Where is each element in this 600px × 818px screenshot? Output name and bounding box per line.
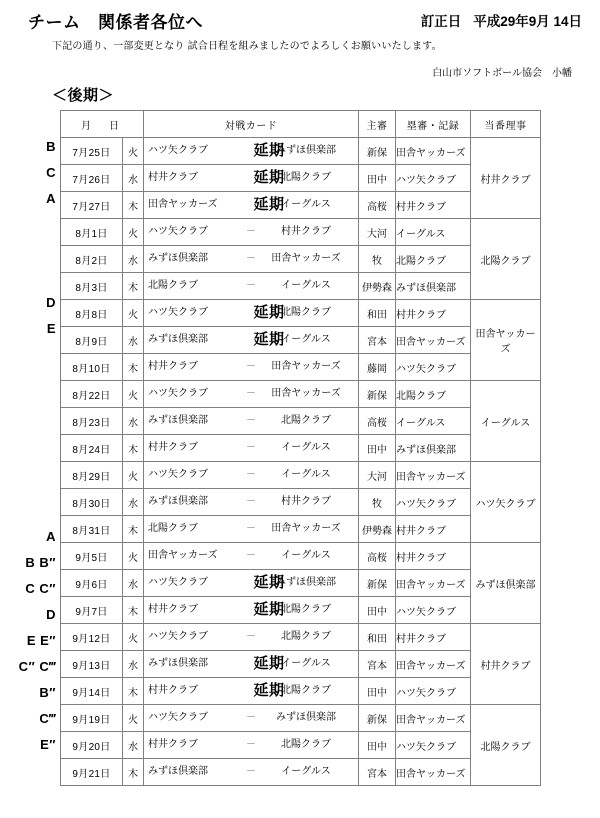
cell-matchup: [144, 651, 359, 678]
cell-chief-umpire: 新保: [359, 705, 396, 732]
cell-day-of-week: 火: [123, 381, 144, 408]
cell-matchup: [144, 489, 359, 516]
cell-chief-umpire: 牧: [359, 246, 396, 273]
postponed-badge: 延期: [253, 304, 285, 321]
cell-matchup: [144, 300, 359, 327]
cell-chief-umpire: 藤岡: [359, 354, 396, 381]
postponed-badge: 延期: [253, 601, 285, 618]
cell-base-umpire: 田舎ヤッカーズ: [396, 570, 471, 597]
table-row: [61, 651, 541, 678]
home-team: 北陽クラブ: [148, 280, 198, 291]
versus-separator: －: [246, 550, 256, 561]
cell-base-umpire: みずほ倶楽部: [396, 273, 471, 300]
table-row: [61, 435, 541, 462]
table-header: [61, 111, 541, 138]
postponed-badge: 延期: [253, 331, 285, 348]
table-row: [61, 381, 541, 408]
cell-day-of-week: 水: [123, 651, 144, 678]
cell-matchup: [144, 354, 359, 381]
cell-date: 9月13日: [61, 651, 123, 678]
table-row: [61, 516, 541, 543]
cell-matchup: [144, 597, 359, 624]
cell-day-of-week: 木: [123, 678, 144, 705]
column-header-shushin: 主審: [359, 111, 396, 138]
cell-matchup: [144, 462, 359, 489]
table-row: [61, 138, 541, 165]
cell-base-umpire: イーグルス: [396, 408, 471, 435]
cell-chief-umpire: 宮本: [359, 327, 396, 354]
revision-date: 平成29年9月 14日: [473, 14, 582, 29]
home-team: 村井クラブ: [148, 361, 198, 372]
home-team: 村井クラブ: [148, 442, 198, 453]
away-team: 田舎ヤッカーズ: [271, 253, 341, 264]
cell-date: 9月21日: [61, 759, 123, 786]
cell-day-of-week: 木: [123, 192, 144, 219]
cell-day-of-week: 火: [123, 705, 144, 732]
table-row: [61, 543, 541, 570]
cell-base-umpire: ハツ矢クラブ: [396, 354, 471, 381]
table-row: [61, 300, 541, 327]
round-label: C: [46, 165, 56, 180]
cell-base-umpire: ハツ矢クラブ: [396, 732, 471, 759]
cell-day-of-week: 水: [123, 489, 144, 516]
round-label: D: [46, 295, 56, 310]
versus-separator: －: [246, 739, 256, 750]
home-team: みずほ倶楽部: [148, 658, 208, 669]
cell-day-of-week: 水: [123, 165, 144, 192]
table-row: [61, 759, 541, 786]
versus-separator: －: [246, 388, 256, 399]
cell-matchup: [144, 246, 359, 273]
table-row: [61, 165, 541, 192]
cell-matchup: [144, 381, 359, 408]
round-label: C″ C‴: [18, 659, 56, 674]
home-team: 村井クラブ: [148, 172, 198, 183]
cell-day-of-week: 木: [123, 435, 144, 462]
cell-chief-umpire: 新保: [359, 381, 396, 408]
cell-day-of-week: 火: [123, 219, 144, 246]
table-body: [61, 138, 541, 786]
away-team: イーグルス: [281, 442, 331, 453]
cell-base-umpire: 北陽クラブ: [396, 246, 471, 273]
home-team: 田舎ヤッカーズ: [148, 550, 218, 561]
postponed-badge: 延期: [253, 655, 285, 672]
cell-date: 8月22日: [61, 381, 123, 408]
table-row: [61, 489, 541, 516]
home-team: 北陽クラブ: [148, 523, 198, 534]
cell-chief-umpire: 宮本: [359, 759, 396, 786]
home-team: みずほ倶楽部: [148, 496, 208, 507]
cell-date: 9月19日: [61, 705, 123, 732]
cell-chief-umpire: 田中: [359, 435, 396, 462]
cell-date: 8月2日: [61, 246, 123, 273]
postponed-badge: 延期: [253, 169, 285, 186]
cell-duty-director: 北陽クラブ: [471, 219, 541, 300]
home-team: ハツ矢クラブ: [148, 388, 208, 399]
table-row: [61, 408, 541, 435]
cell-day-of-week: 木: [123, 354, 144, 381]
cell-day-of-week: 木: [123, 759, 144, 786]
cell-chief-umpire: 宮本: [359, 651, 396, 678]
cell-matchup: [144, 570, 359, 597]
table-row: [61, 597, 541, 624]
versus-separator: －: [246, 496, 256, 507]
cell-day-of-week: 木: [123, 273, 144, 300]
away-team: イーグルス: [281, 334, 331, 345]
table-row: [61, 273, 541, 300]
page-title: チーム 関係者各位へ: [28, 13, 203, 32]
cell-matchup: [144, 327, 359, 354]
cell-matchup: [144, 732, 359, 759]
home-team: 村井クラブ: [148, 604, 198, 615]
cell-matchup: [144, 408, 359, 435]
home-team: ハツ矢クラブ: [148, 712, 208, 723]
cell-base-umpire: 田舎ヤッカーズ: [396, 138, 471, 165]
cell-duty-director: ハツ矢クラブ: [471, 462, 541, 543]
revision-label: 訂正日: [420, 14, 462, 29]
versus-separator: －: [246, 253, 256, 264]
away-team: 村井クラブ: [281, 226, 331, 237]
home-team: 村井クラブ: [148, 739, 198, 750]
table-row: [61, 219, 541, 246]
home-team: ハツ矢クラブ: [148, 469, 208, 480]
cell-date: 9月12日: [61, 624, 123, 651]
versus-separator: －: [246, 442, 256, 453]
column-header-ruishin: 塁審・記録: [396, 111, 471, 138]
cell-chief-umpire: 伊勢森: [359, 273, 396, 300]
cell-date: 9月20日: [61, 732, 123, 759]
versus-separator: －: [246, 469, 256, 480]
cell-matchup: [144, 705, 359, 732]
notice-text: 下記の通り、一部変更となり 試合日程を組みましたのでよろしくお願いいたします。: [52, 41, 442, 52]
away-team: 北陽クラブ: [281, 604, 331, 615]
versus-separator: －: [246, 361, 256, 372]
home-team: ハツ矢クラブ: [148, 577, 208, 588]
home-team: ハツ矢クラブ: [148, 145, 208, 156]
cell-chief-umpire: 牧: [359, 489, 396, 516]
cell-matchup: [144, 165, 359, 192]
cell-base-umpire: 村井クラブ: [396, 192, 471, 219]
cell-date: 8月9日: [61, 327, 123, 354]
round-label: C C″: [25, 581, 56, 596]
table-row: [61, 462, 541, 489]
cell-day-of-week: 水: [123, 246, 144, 273]
cell-duty-director: みずほ倶楽部: [471, 543, 541, 624]
cell-day-of-week: 水: [123, 570, 144, 597]
home-team: 田舎ヤッカーズ: [148, 199, 218, 210]
round-label: A: [46, 529, 56, 544]
away-team: 村井クラブ: [281, 496, 331, 507]
cell-matchup: [144, 192, 359, 219]
cell-day-of-week: 火: [123, 624, 144, 651]
cell-duty-director: 村井クラブ: [471, 624, 541, 705]
away-team: 田舎ヤッカーズ: [271, 523, 341, 534]
versus-separator: －: [246, 712, 256, 723]
versus-separator: －: [246, 226, 256, 237]
round-label: A: [46, 191, 56, 206]
cell-base-umpire: みずほ倶楽部: [396, 435, 471, 462]
cell-base-umpire: 村井クラブ: [396, 516, 471, 543]
away-team: 北陽クラブ: [281, 172, 331, 183]
cell-date: 8月10日: [61, 354, 123, 381]
table-row: [61, 354, 541, 381]
cell-base-umpire: 田舎ヤッカーズ: [396, 327, 471, 354]
cell-base-umpire: 田舎ヤッカーズ: [396, 705, 471, 732]
table-row: [61, 624, 541, 651]
cell-date: 8月24日: [61, 435, 123, 462]
cell-date: 9月5日: [61, 543, 123, 570]
cell-base-umpire: イーグルス: [396, 219, 471, 246]
cell-chief-umpire: 大河: [359, 219, 396, 246]
cell-duty-director: イーグルス: [471, 381, 541, 462]
cell-matchup: [144, 435, 359, 462]
cell-base-umpire: ハツ矢クラブ: [396, 165, 471, 192]
cell-chief-umpire: 新保: [359, 138, 396, 165]
home-team: ハツ矢クラブ: [148, 307, 208, 318]
away-team: イーグルス: [281, 199, 331, 210]
season-heading: ＜後期＞: [52, 87, 115, 104]
cell-matchup: [144, 516, 359, 543]
away-team: 田舎ヤッカーズ: [271, 361, 341, 372]
cell-matchup: [144, 273, 359, 300]
header-row: [61, 111, 541, 138]
cell-day-of-week: 火: [123, 543, 144, 570]
away-team: 北陽クラブ: [281, 739, 331, 750]
away-team: みずほ倶楽部: [276, 577, 336, 588]
cell-duty-director: 村井クラブ: [471, 138, 541, 219]
cell-base-umpire: ハツ矢クラブ: [396, 597, 471, 624]
cell-base-umpire: 北陽クラブ: [396, 381, 471, 408]
cell-date: 8月8日: [61, 300, 123, 327]
cell-day-of-week: 水: [123, 732, 144, 759]
postponed-badge: 延期: [253, 682, 285, 699]
postponed-badge: 延期: [253, 574, 285, 591]
table-row: [61, 192, 541, 219]
cell-day-of-week: 水: [123, 327, 144, 354]
table-row: [61, 705, 541, 732]
away-team: イーグルス: [281, 766, 331, 777]
schedule-table: [60, 110, 541, 786]
round-label: B: [46, 139, 56, 154]
home-team: みずほ倶楽部: [148, 766, 208, 777]
cell-matchup: [144, 759, 359, 786]
cell-date: 9月14日: [61, 678, 123, 705]
revision-block: [421, 10, 582, 30]
postponed-badge: 延期: [253, 196, 285, 213]
cell-chief-umpire: 和田: [359, 300, 396, 327]
round-label: C‴: [39, 711, 56, 726]
round-label: D: [46, 607, 56, 622]
cell-base-umpire: ハツ矢クラブ: [396, 489, 471, 516]
cell-matchup: [144, 624, 359, 651]
round-label: E″: [40, 737, 56, 752]
cell-chief-umpire: 田中: [359, 597, 396, 624]
cell-date: 8月29日: [61, 462, 123, 489]
away-team: 田舎ヤッカーズ: [271, 388, 341, 399]
away-team: 北陽クラブ: [281, 631, 331, 642]
association-signature: 白山市ソフトボール協会 小幡: [432, 68, 572, 79]
round-label: E E″: [26, 633, 56, 648]
cell-date: 8月1日: [61, 219, 123, 246]
cell-matchup: [144, 678, 359, 705]
cell-base-umpire: 田舎ヤッカーズ: [396, 651, 471, 678]
away-team: イーグルス: [281, 658, 331, 669]
versus-separator: －: [246, 766, 256, 777]
table-row: [61, 246, 541, 273]
home-team: ハツ矢クラブ: [148, 631, 208, 642]
home-team: みずほ倶楽部: [148, 253, 208, 264]
away-team: 北陽クラブ: [281, 685, 331, 696]
table-row: [61, 570, 541, 597]
column-header-tounban: 当番理事: [471, 111, 541, 138]
table-row: [61, 732, 541, 759]
away-team: イーグルス: [281, 280, 331, 291]
cell-chief-umpire: 田中: [359, 165, 396, 192]
home-team: みずほ倶楽部: [148, 415, 208, 426]
cell-date: 7月27日: [61, 192, 123, 219]
cell-duty-director: 北陽クラブ: [471, 705, 541, 786]
versus-separator: －: [246, 523, 256, 534]
versus-separator: －: [246, 631, 256, 642]
home-team: みずほ倶楽部: [148, 334, 208, 345]
cell-day-of-week: 火: [123, 138, 144, 165]
postponed-badge: 延期: [253, 142, 285, 159]
cell-chief-umpire: 伊勢森: [359, 516, 396, 543]
cell-day-of-week: 火: [123, 462, 144, 489]
round-label: E: [46, 321, 56, 336]
cell-date: 8月31日: [61, 516, 123, 543]
cell-chief-umpire: 田中: [359, 678, 396, 705]
away-team: イーグルス: [281, 469, 331, 480]
cell-chief-umpire: 高桜: [359, 408, 396, 435]
home-team: 村井クラブ: [148, 685, 198, 696]
cell-day-of-week: 木: [123, 516, 144, 543]
round-label: B B″: [25, 555, 56, 570]
column-header-date: 月 日: [61, 111, 144, 138]
cell-base-umpire: 田舎ヤッカーズ: [396, 759, 471, 786]
cell-day-of-week: 木: [123, 597, 144, 624]
column-header-card: 対戦カード: [144, 111, 359, 138]
cell-chief-umpire: 田中: [359, 732, 396, 759]
away-team: みずほ倶楽部: [276, 712, 336, 723]
title-row: [0, 8, 600, 32]
cell-matchup: [144, 138, 359, 165]
cell-day-of-week: 火: [123, 300, 144, 327]
versus-separator: －: [246, 280, 256, 291]
cell-base-umpire: 村井クラブ: [396, 624, 471, 651]
cell-date: 9月6日: [61, 570, 123, 597]
table-row: [61, 327, 541, 354]
cell-chief-umpire: 大河: [359, 462, 396, 489]
home-team: ハツ矢クラブ: [148, 226, 208, 237]
cell-day-of-week: 水: [123, 408, 144, 435]
cell-base-umpire: ハツ矢クラブ: [396, 678, 471, 705]
cell-chief-umpire: 高桜: [359, 192, 396, 219]
away-team: みずほ倶楽部: [276, 145, 336, 156]
cell-chief-umpire: 和田: [359, 624, 396, 651]
cell-date: 7月25日: [61, 138, 123, 165]
cell-date: 7月26日: [61, 165, 123, 192]
cell-base-umpire: 村井クラブ: [396, 300, 471, 327]
cell-date: 8月23日: [61, 408, 123, 435]
cell-matchup: [144, 219, 359, 246]
away-team: 北陽クラブ: [281, 415, 331, 426]
versus-separator: －: [246, 415, 256, 426]
table-row: [61, 678, 541, 705]
cell-date: 8月30日: [61, 489, 123, 516]
cell-chief-umpire: 新保: [359, 570, 396, 597]
away-team: イーグルス: [281, 550, 331, 561]
cell-base-umpire: 田舎ヤッカーズ: [396, 462, 471, 489]
cell-date: 8月3日: [61, 273, 123, 300]
cell-duty-director: 田舎ヤッカーズ: [471, 300, 541, 381]
away-team: 北陽クラブ: [281, 307, 331, 318]
cell-base-umpire: 村井クラブ: [396, 543, 471, 570]
cell-chief-umpire: 高桜: [359, 543, 396, 570]
cell-date: 9月7日: [61, 597, 123, 624]
cell-matchup: [144, 543, 359, 570]
round-label: B″: [39, 685, 56, 700]
